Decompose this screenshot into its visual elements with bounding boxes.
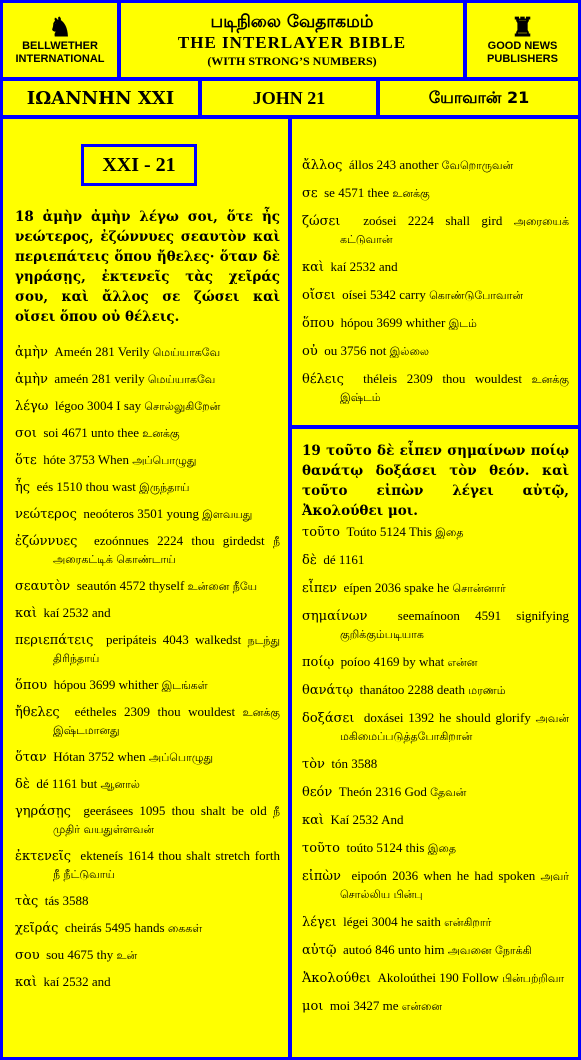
transliteration-strongs-gloss: seemaínoon 4591 signifying xyxy=(397,608,569,623)
tamil-gloss: இருந்தாய் xyxy=(139,481,190,494)
word-entry xyxy=(302,867,569,903)
subtitle: (WITH STRONG’S NUMBERS) xyxy=(207,54,377,68)
transliteration-strongs-gloss: se 4571 thee xyxy=(324,185,390,200)
greek-word: χεῖράς xyxy=(15,921,59,936)
title-tamil: படிநிலை வேதாகமம் xyxy=(210,12,374,32)
transliteration-strongs-gloss: oísei 5342 carry xyxy=(342,287,426,302)
word-entry xyxy=(302,258,569,276)
tamil-gloss: உனக்கு xyxy=(142,427,180,440)
transliteration-strongs-gloss: eipoón 2036 when he had spoken xyxy=(351,868,536,883)
lamb-icon: ♞ xyxy=(48,12,72,42)
transliteration-strongs-gloss: Ameén 281 Verily xyxy=(54,344,150,359)
transliteration-strongs-gloss: zoósei 2224 shall gird xyxy=(363,213,503,228)
greek-word: ἐκτενεῖς xyxy=(15,849,72,864)
word-entry xyxy=(302,783,569,801)
word-entry xyxy=(302,314,569,332)
word-entry xyxy=(15,631,280,667)
transliteration-strongs-gloss: autoó 846 unto him xyxy=(342,942,445,957)
greek-word: μοι xyxy=(302,999,324,1014)
transliteration-strongs-gloss: soi 4671 unto thee xyxy=(43,425,139,440)
greek-word: δὲ xyxy=(15,777,30,792)
greek-word: εἰπὼν xyxy=(302,869,341,884)
transliteration-strongs-gloss: moi 3427 me xyxy=(329,998,399,1013)
good-news-logo xyxy=(467,3,578,77)
greek-word: σημαίνων xyxy=(302,609,368,624)
word-entry xyxy=(302,551,569,569)
word-entry xyxy=(302,839,569,857)
tamil-gloss: நீ நீட்டுவாய் xyxy=(53,868,115,881)
greek-word: ὅταν xyxy=(15,750,47,765)
greek-word: σεαυτὸν xyxy=(15,579,71,594)
tamil-gloss: இடம் xyxy=(448,317,477,330)
word-entry xyxy=(15,370,280,388)
word-entry xyxy=(302,286,569,304)
verse-18-continued-word-list xyxy=(302,156,569,416)
book-greek: ΙΩΑΝΝΗΝ XXI xyxy=(3,81,198,115)
greek-word: ἀμὴν xyxy=(15,345,48,360)
word-entry xyxy=(302,607,569,643)
verse-19-text: 19 τοῦτο δὲ εἶπεν σημαίνων ποίῳ θανάτῳ δοξάσει τὸν θεόν. καὶ τοῦτο εἰπὼν λέγει αὐτῷ, Ἀκολούθει μοι. xyxy=(302,443,569,519)
transliteration-strongs-gloss: hópou 3699 whither xyxy=(340,315,446,330)
tamil-gloss: குறிக்கும்படியாக xyxy=(340,628,424,641)
tamil-gloss: நீ முதிர் வயதுள்ளவன் xyxy=(53,805,281,836)
transliteration-strongs-gloss: sou 4675 thy xyxy=(46,947,114,962)
word-entry xyxy=(15,343,280,361)
transliteration-strongs-gloss: cheirás 5495 hands xyxy=(64,920,165,935)
word-entry xyxy=(302,969,569,987)
tamil-gloss: அவனை நோக்கி xyxy=(447,944,532,957)
word-entry xyxy=(15,397,280,415)
transliteration-strongs-gloss: dé 1161 xyxy=(323,552,365,567)
transliteration-strongs-gloss: tón 3588 xyxy=(331,756,378,771)
tamil-gloss: இல்லை xyxy=(389,345,429,358)
tamil-gloss: கொண்டுபோவான் xyxy=(429,289,523,302)
word-entry xyxy=(302,811,569,829)
word-entry xyxy=(15,703,280,739)
good-news-logo-line2: PUBLISHERS xyxy=(487,53,558,65)
tamil-gloss: மரணம் xyxy=(468,684,506,697)
word-entry xyxy=(302,156,569,174)
word-entry xyxy=(302,997,569,1015)
word-entry xyxy=(15,919,280,937)
word-entry xyxy=(302,342,569,360)
tamil-gloss: சொன்னார் xyxy=(452,582,506,595)
tamil-gloss: அவன் மகிமைப்படுத்தபோகிறான் xyxy=(340,712,570,743)
transliteration-strongs-gloss: thanátoo 2288 death xyxy=(359,682,466,697)
greek-word: αὐτῷ xyxy=(302,943,337,958)
tamil-gloss: வேறொருவன் xyxy=(441,159,514,172)
tamil-gloss: சொல்லுகிறேன் xyxy=(144,400,221,413)
greek-word: εἶπεν xyxy=(302,581,338,596)
greek-word: Ἀκολούθει xyxy=(302,971,371,986)
tamil-gloss: உனக்கு xyxy=(392,187,430,200)
greek-word: ἦς xyxy=(15,480,31,495)
right-top-panel xyxy=(292,119,578,425)
transliteration-strongs-gloss: ou 3756 not xyxy=(324,343,387,358)
word-entry xyxy=(15,748,280,766)
word-entry xyxy=(15,451,280,469)
word-entry xyxy=(15,775,280,793)
greek-word: καὶ xyxy=(15,606,38,621)
tamil-gloss: அப்பொழுது xyxy=(148,751,214,764)
word-entry xyxy=(302,523,569,541)
greek-word: ὅτε xyxy=(15,453,37,468)
greek-word: καὶ xyxy=(302,260,325,275)
transliteration-strongs-gloss: geerásees 1095 thou shalt be old xyxy=(83,803,267,818)
tamil-gloss: தேவன் xyxy=(430,786,467,799)
word-entry xyxy=(302,941,569,959)
verse-18-word-list xyxy=(15,343,280,1000)
tamil-gloss: அப்பொழுது xyxy=(132,454,197,467)
tamil-gloss: அவர் சொல்லிய பின்பு xyxy=(340,870,569,901)
word-entry xyxy=(302,755,569,773)
word-entry xyxy=(15,577,280,595)
greek-word: σε xyxy=(302,186,318,201)
transliteration-strongs-gloss: poíoo 4169 by what xyxy=(340,654,445,669)
tamil-gloss: நீ அரைகட்டிக் கொண்டாய் xyxy=(53,535,281,566)
tamil-gloss: இதை xyxy=(435,526,464,539)
word-entry xyxy=(302,681,569,699)
word-entry xyxy=(302,709,569,745)
chapter-label: XXI - 21 xyxy=(81,144,197,186)
transliteration-strongs-gloss: eípen 2036 spake he xyxy=(343,580,450,595)
greek-word: οὐ xyxy=(302,344,318,359)
greek-word: σου xyxy=(15,948,40,963)
transliteration-strongs-gloss: kaí 2532 and xyxy=(43,605,111,620)
tamil-gloss: பின்பற்றிவா xyxy=(502,972,565,985)
greek-word: καὶ xyxy=(15,975,38,990)
word-entry xyxy=(15,676,280,694)
tamil-gloss: உன்னை நீயே xyxy=(187,580,258,593)
tamil-gloss: இடங்கள் xyxy=(161,679,208,692)
greek-word: δὲ xyxy=(302,553,317,568)
tamil-gloss: நடந்து திரிந்தாய் xyxy=(53,634,281,665)
bellwether-logo xyxy=(3,3,117,77)
word-entry xyxy=(302,370,569,406)
transliteration-strongs-gloss: állos 243 another xyxy=(348,157,439,172)
transliteration-strongs-gloss: ezoónnues 2224 thou girdedst xyxy=(93,533,265,548)
transliteration-strongs-gloss: Akoloúthei 190 Follow xyxy=(377,970,499,985)
word-entry xyxy=(302,212,569,248)
greek-word: δοξάσει xyxy=(302,711,355,726)
bellwether-logo-line2: INTERNATIONAL xyxy=(15,53,105,65)
transliteration-strongs-gloss: légei 3004 he saith xyxy=(343,914,441,929)
tamil-gloss: இளவயது xyxy=(202,508,253,521)
greek-word: θεόν xyxy=(302,785,333,800)
book-tamil: யோவான் 21 xyxy=(380,81,578,115)
word-entry xyxy=(15,604,280,622)
right-bottom-panel xyxy=(292,429,578,1057)
word-entry xyxy=(302,653,569,671)
greek-word: θέλεις xyxy=(302,372,344,387)
transliteration-strongs-gloss: Hótan 3752 when xyxy=(53,749,146,764)
word-entry xyxy=(15,505,280,523)
transliteration-strongs-gloss: neoóteros 3501 young xyxy=(83,506,199,521)
greek-word: ὅπου xyxy=(302,316,335,331)
transliteration-strongs-gloss: hóte 3753 When xyxy=(43,452,129,467)
transliteration-strongs-gloss: Toúto 5124 This xyxy=(346,524,432,539)
greek-word: ἐζώννυες xyxy=(15,534,78,549)
tamil-gloss: அரையைக் கட்டுவான் xyxy=(340,215,569,246)
greek-word: οἴσει xyxy=(302,288,336,303)
greek-word: τοῦτο xyxy=(302,525,340,540)
tamil-gloss: இதை xyxy=(427,842,456,855)
tamil-gloss: கைகள் xyxy=(167,922,203,935)
greek-word: τοῦτο xyxy=(302,841,340,856)
verse-19-word-list xyxy=(302,523,569,1025)
word-entry xyxy=(302,913,569,931)
page-header xyxy=(121,3,463,77)
tamil-gloss: உன் xyxy=(116,949,138,962)
greek-word: λέγει xyxy=(302,915,337,930)
greek-word: γηράσῃς xyxy=(15,804,71,819)
transliteration-strongs-gloss: ekteneís 1614 thou shalt stretch forth xyxy=(80,848,281,863)
transliteration-strongs-gloss: kaí 2532 and xyxy=(43,974,111,989)
greek-word: νεώτερος xyxy=(15,507,77,522)
greek-word: θανάτῳ xyxy=(302,683,354,698)
tamil-gloss: மெய்யாகவே xyxy=(152,346,221,359)
transliteration-strongs-gloss: théleis 2309 thou wouldest xyxy=(363,371,522,386)
transliteration-strongs-gloss: seautón 4572 thyself xyxy=(76,578,185,593)
greek-word: ποίῳ xyxy=(302,655,335,670)
tamil-gloss: என்கிறார் xyxy=(444,916,492,929)
greek-word: ὅπου xyxy=(15,678,48,693)
word-entry xyxy=(302,579,569,597)
word-entry xyxy=(15,802,280,838)
transliteration-strongs-gloss: Kaí 2532 And xyxy=(330,812,404,827)
tower-icon: ♜ xyxy=(510,12,535,42)
transliteration-strongs-gloss: Theón 2316 God xyxy=(338,784,427,799)
tamil-gloss: உனக்கு இஷ்டமானது xyxy=(53,706,281,737)
transliteration-strongs-gloss: tás 3588 xyxy=(44,893,89,908)
transliteration-strongs-gloss: toúto 5124 this xyxy=(346,840,425,855)
transliteration-strongs-gloss: eés 1510 thou wast xyxy=(36,479,136,494)
word-entry xyxy=(15,892,280,910)
greek-word: τὰς xyxy=(15,894,39,909)
transliteration-strongs-gloss: eétheles 2309 thou wouldest xyxy=(74,704,236,719)
greek-word: σοι xyxy=(15,426,37,441)
greek-word: ἤθελες xyxy=(15,705,60,720)
word-entry xyxy=(15,532,280,568)
greek-word: ζώσει xyxy=(302,214,341,229)
word-entry xyxy=(15,973,280,991)
word-entry xyxy=(15,946,280,964)
good-news-logo-line1: GOOD NEWS xyxy=(487,40,558,52)
greek-word: περιεπάτεις xyxy=(15,633,94,648)
word-entry xyxy=(15,478,280,496)
greek-word: ἀμὴν xyxy=(15,372,48,387)
tamil-gloss: என்ன xyxy=(447,656,478,669)
title-english: THE INTERLAYER BIBLE xyxy=(177,33,407,52)
word-entry xyxy=(302,184,569,202)
greek-word: καὶ xyxy=(302,813,325,828)
transliteration-strongs-gloss: légoo 3004 I say xyxy=(54,398,142,413)
transliteration-strongs-gloss: dé 1161 but xyxy=(36,776,98,791)
tamil-gloss: உனக்கு இஷ்டம் xyxy=(340,373,570,404)
tamil-gloss: ஆனால் xyxy=(100,778,140,791)
transliteration-strongs-gloss: doxásei 1392 he should glorify xyxy=(363,710,531,725)
book-english: JOHN 21 xyxy=(202,81,376,115)
greek-word: ἄλλος xyxy=(302,158,343,173)
greek-word: λέγω xyxy=(15,399,49,414)
bellwether-logo-line1: BELLWETHER xyxy=(22,40,98,52)
transliteration-strongs-gloss: peripáteis 4043 walkedst xyxy=(105,632,242,647)
tamil-gloss: என்னை xyxy=(401,1000,443,1013)
tamil-gloss: மெய்யாகவே xyxy=(147,373,216,386)
greek-word: τὸν xyxy=(302,757,325,772)
verse-18-text: 18 ἀμὴν ἀμὴν λέγω σοι, ὅτε ἦς νεώτερος, ἐζώννυες σεαυτὸν καὶ περιεπάτεις ὅπου ἤθελες· ὅταν δὲ γηράσῃς, ἐκτενεῖς τὰς χεῖράς σου, καὶ ἄλλος σε ζώσει καὶ οἴσει ὅπου οὐ θέλεις. xyxy=(15,209,280,325)
word-entry xyxy=(15,847,280,883)
left-panel xyxy=(3,119,288,1057)
transliteration-strongs-gloss: hópou 3699 whither xyxy=(53,677,159,692)
transliteration-strongs-gloss: ameén 281 verily xyxy=(54,371,145,386)
transliteration-strongs-gloss: kaí 2532 and xyxy=(330,259,398,274)
word-entry xyxy=(15,424,280,442)
